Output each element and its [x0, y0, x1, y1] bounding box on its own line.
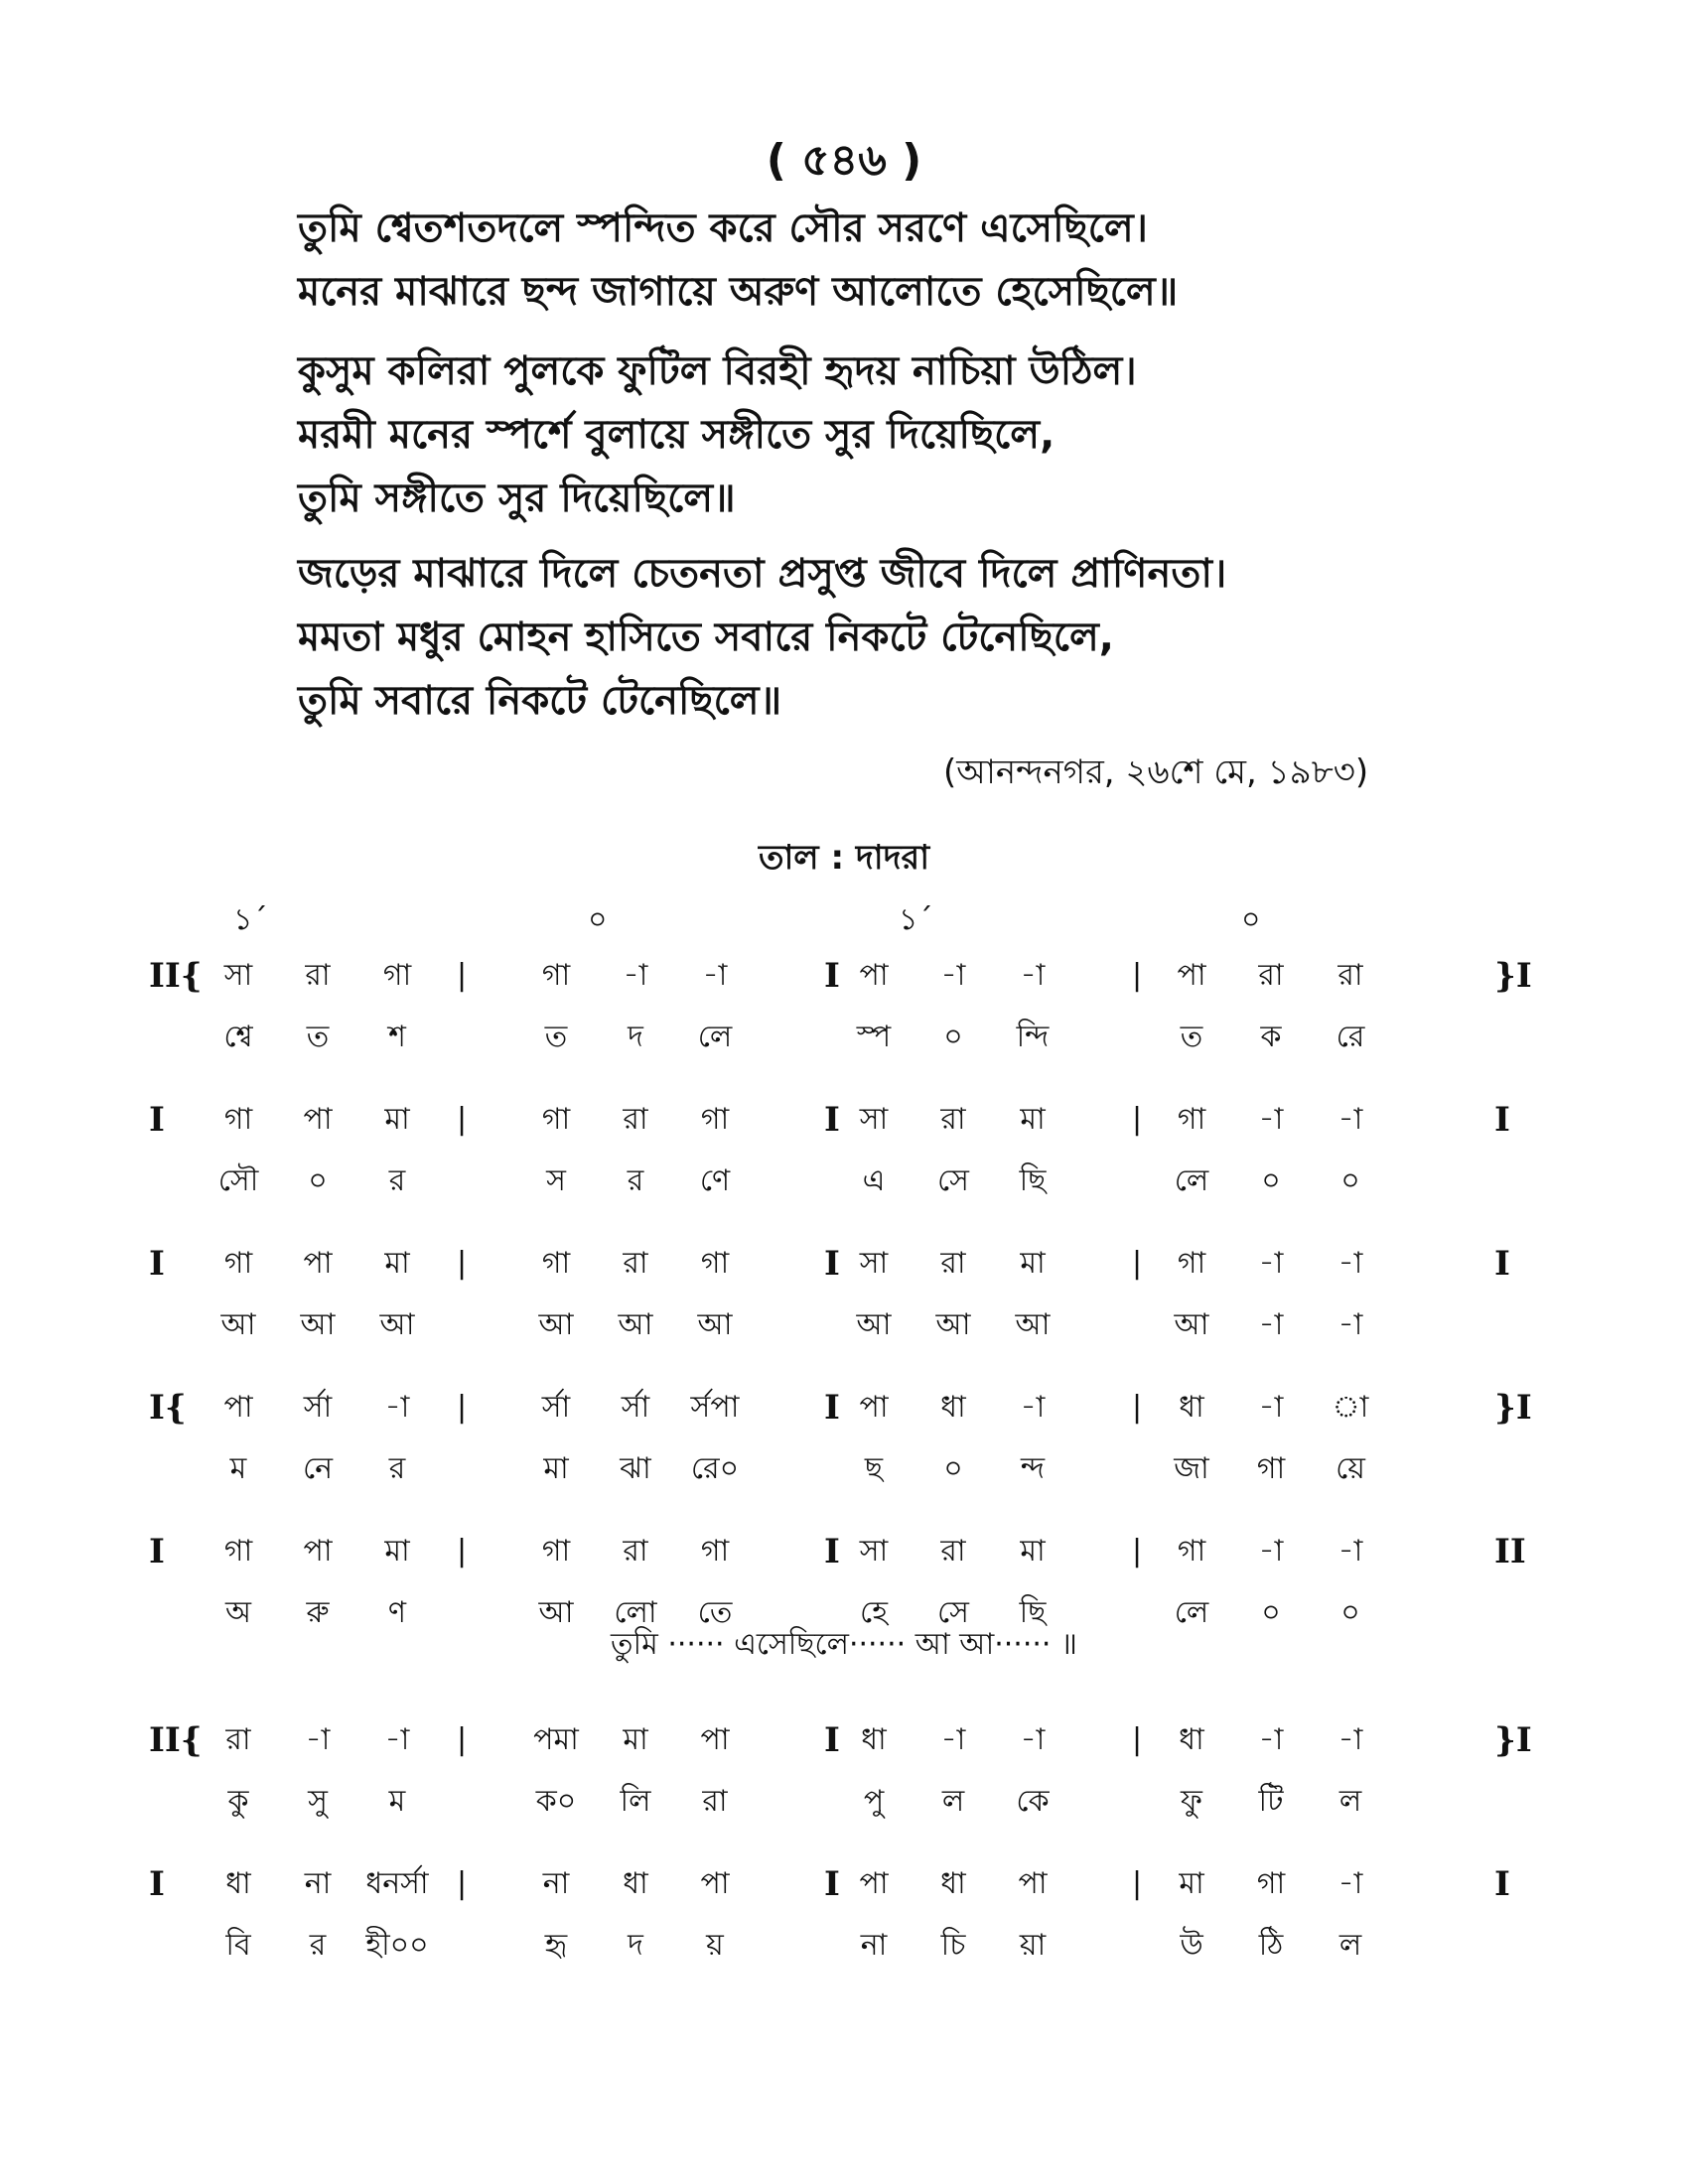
note-cell: -া	[940, 1722, 966, 1757]
note-cell: সা	[223, 958, 253, 993]
syllable-cell: ক	[1260, 1020, 1282, 1054]
note-line	[149, 1524, 1549, 1579]
syllable-cell: ন্দি	[1016, 1020, 1050, 1054]
note-cell: -া	[1337, 1534, 1363, 1569]
syllable-cell: অ	[225, 1595, 251, 1630]
stanza-3	[298, 542, 1410, 733]
lyric-line: মরমী মনের স্পর্শে বুলায়ে সঙ্গীতে সুর দিয়েছিলে,	[298, 412, 1055, 458]
barline-open: I	[149, 1532, 165, 1571]
syllable-cell: য়া	[1019, 1928, 1047, 1963]
barline-open: I	[149, 1864, 165, 1904]
note-cell: পা	[700, 1866, 730, 1901]
syllable-cell: আ	[538, 1307, 574, 1342]
syllable-line	[149, 1154, 1549, 1209]
syllable-cell: ফু	[1181, 1784, 1202, 1819]
lyric-line: মনের মাঝারে ছন্দ জাগায়ে অরুণ আলোতে হেসেছিলে॥	[298, 269, 1179, 315]
syllable-cell: -া	[1258, 1307, 1284, 1342]
note-cell: -া	[1020, 958, 1046, 993]
syllable-cell: মা	[543, 1451, 569, 1486]
note-cell: না	[542, 1866, 570, 1901]
syllable-line	[149, 1010, 1549, 1065]
note-cell: গা	[541, 1534, 571, 1569]
barline-open: II{	[149, 956, 203, 996]
syllable-cell: সু	[308, 1784, 328, 1819]
beat-separator: |	[1132, 1246, 1143, 1281]
note-line	[149, 1712, 1549, 1768]
beat-separator: |	[457, 1246, 468, 1281]
note-cell: পা	[700, 1722, 730, 1757]
note-cell: -া	[1337, 1246, 1363, 1281]
note-cell: রা	[305, 958, 331, 993]
barline-close: I	[1494, 1864, 1510, 1904]
syllable-cell: ল	[941, 1784, 965, 1819]
syllable-cell: আ	[379, 1307, 415, 1342]
note-cell: পা	[223, 1390, 253, 1425]
note-cell: রা	[940, 1534, 966, 1569]
syllable-cell: লে	[1174, 1163, 1209, 1198]
syllable-cell: য়	[706, 1928, 724, 1963]
note-cell: রা	[623, 1102, 648, 1137]
notation-row	[149, 1380, 1549, 1523]
syllable-cell: জা	[1174, 1451, 1209, 1486]
syllable-cell: আ	[935, 1307, 971, 1342]
note-cell: পা	[859, 958, 889, 993]
note-cell: া	[1332, 1390, 1369, 1425]
note-cell: গা	[700, 1534, 730, 1569]
taal-heading: তাল : দাদরা	[758, 838, 930, 878]
syllable-cell: য়ে	[1336, 1451, 1365, 1486]
note-cell: -া	[623, 958, 648, 993]
barline-open: I{	[149, 1388, 187, 1428]
syllable-cell: র	[309, 1928, 327, 1963]
note-cell: রা	[1337, 958, 1363, 993]
lyric-line: তুমি সঙ্গীতে সুর দিয়েছিলে॥	[298, 476, 736, 521]
note-cell: মা	[384, 1246, 410, 1281]
syllable-cell: আ	[618, 1307, 653, 1342]
syllable-cell: রে	[1336, 1020, 1365, 1054]
note-cell: রা	[1258, 958, 1284, 993]
syllable-cell: দ	[628, 1020, 643, 1054]
note-cell: মা	[1179, 1866, 1204, 1901]
interlude-line: তুমি ······ এসেছিলে······ আ আ······ ॥	[611, 1627, 1077, 1662]
syllable-cell: ত	[306, 1020, 330, 1054]
syllable-cell: লো	[614, 1595, 657, 1630]
syllable-cell: ক০	[535, 1784, 577, 1819]
syllable-cell: গা	[1256, 1451, 1286, 1486]
note-cell: -া	[1337, 1102, 1363, 1137]
note-cell: গা	[223, 1534, 253, 1569]
note-cell: -া	[1337, 1722, 1363, 1757]
note-cell: পা	[303, 1534, 333, 1569]
syllable-cell: টি	[1258, 1784, 1284, 1819]
beat-mark-khali: ০	[588, 902, 608, 937]
note-line	[149, 948, 1549, 1004]
note-cell: -া	[1337, 1866, 1363, 1901]
note-cell: পা	[859, 1866, 889, 1901]
beat-mark-khali: ০	[1241, 902, 1261, 937]
note-cell: গা	[382, 958, 412, 993]
note-line	[149, 1236, 1549, 1292]
syllable-cell: ঠি	[1258, 1928, 1284, 1963]
syllable-cell: ণ	[387, 1595, 407, 1630]
note-cell: রা	[225, 1722, 251, 1757]
note-cell: গা	[541, 958, 571, 993]
barline-open: II{	[149, 1720, 203, 1760]
syllable-cell: রু	[306, 1595, 330, 1630]
syllable-cell: ছি	[1019, 1163, 1047, 1198]
note-cell: -া	[1258, 1390, 1284, 1425]
note-cell: পা	[1177, 958, 1206, 993]
note-cell: -া	[1258, 1246, 1284, 1281]
syllable-cell: আ	[1015, 1307, 1051, 1342]
note-cell: সা	[859, 1246, 889, 1281]
page-number: ( ৫৪৬ )	[766, 135, 922, 186]
note-cell: ধনর্সা	[365, 1866, 429, 1901]
note-cell: র্সা	[621, 1390, 650, 1425]
stanza-2	[298, 340, 1410, 530]
syllable-cell: চি	[940, 1928, 966, 1963]
barline-close: II	[1494, 1532, 1526, 1571]
note-cell: ধা	[861, 1722, 887, 1757]
note-cell: রা	[623, 1534, 648, 1569]
note-cell: -া	[1258, 1534, 1284, 1569]
syllable-cell: শ	[388, 1020, 406, 1054]
beat-separator: |	[1132, 958, 1143, 993]
syllable-line	[149, 1918, 1549, 1974]
note-cell: ধা	[623, 1866, 648, 1901]
beat-separator: |	[1132, 1866, 1143, 1901]
syllable-cell: ছ	[864, 1451, 884, 1486]
beat-separator: |	[457, 1534, 468, 1569]
syllable-cell: দ	[628, 1928, 643, 1963]
syllable-cell: নে	[302, 1451, 334, 1486]
note-cell: গা	[700, 1102, 730, 1137]
barline-mid: I	[824, 1532, 840, 1571]
note-cell: গা	[541, 1102, 571, 1137]
syllable-cell: র	[388, 1163, 406, 1198]
beat-mark-sam: ১´	[233, 902, 268, 937]
syllable-cell: রা	[702, 1784, 728, 1819]
barline-close: }I	[1494, 956, 1532, 996]
beat-separator: |	[457, 1102, 468, 1137]
syllable-cell: সে	[937, 1595, 969, 1630]
syllable-cell: ল	[1338, 1928, 1362, 1963]
syllable-cell: আ	[697, 1307, 733, 1342]
note-line	[149, 1380, 1549, 1435]
note-line	[149, 1856, 1549, 1912]
syllable-cell: ০	[1340, 1595, 1360, 1630]
note-cell: ধা	[1179, 1722, 1204, 1757]
beat-separator: |	[1132, 1722, 1143, 1757]
syllable-cell: ০	[1261, 1163, 1281, 1198]
syllable-cell: ন্দ	[1020, 1451, 1046, 1486]
barline-mid: I	[824, 1864, 840, 1904]
note-cell: সা	[859, 1102, 889, 1137]
note-cell: র্সা	[303, 1390, 333, 1425]
syllable-cell: বি	[225, 1928, 251, 1963]
syllable-cell: ০	[1340, 1163, 1360, 1198]
lyric-line: তুমি সবারে নিকটে টেনেছিলে॥	[298, 678, 782, 724]
notation-row	[149, 1712, 1549, 1855]
note-cell: গা	[223, 1102, 253, 1137]
note-cell: রা	[940, 1102, 966, 1137]
lyric-line: মমতা মধুর মোহন হাসিতে সবারে নিকটে টেনেছিলে,	[298, 614, 1114, 660]
notation-row	[149, 1236, 1549, 1379]
lyric-line: কুসুম কলিরা পুলকে ফুটিল বিরহী হৃদয় নাচিয়া উঠিল।	[298, 348, 1137, 394]
note-cell: -া	[1258, 1102, 1284, 1137]
note-cell: ধা	[940, 1866, 966, 1901]
note-cell: -া	[305, 1722, 331, 1757]
syllable-cell: র	[388, 1451, 406, 1486]
notation-row	[149, 1856, 1549, 1999]
note-cell: রা	[940, 1246, 966, 1281]
syllable-cell: ০	[943, 1020, 963, 1054]
syllable-cell: ঝা	[620, 1451, 651, 1486]
syllable-line	[149, 1774, 1549, 1830]
syllable-line	[149, 1441, 1549, 1497]
barline-mid: I	[824, 1720, 840, 1760]
beat-separator: |	[1132, 1390, 1143, 1425]
syllable-cell: লে	[1174, 1595, 1209, 1630]
syllable-cell: ০	[943, 1451, 963, 1486]
barline-close: }I	[1494, 1388, 1532, 1428]
syllable-cell: -া	[1337, 1307, 1363, 1342]
syllable-cell: তে	[697, 1595, 733, 1630]
note-cell: সা	[859, 1534, 889, 1569]
syllable-cell: লি	[620, 1784, 651, 1819]
syllable-cell: না	[860, 1928, 888, 1963]
note-cell: র্সপা	[690, 1390, 740, 1425]
beat-separator: |	[457, 1722, 468, 1757]
syllable-cell: ত	[1180, 1020, 1203, 1054]
syllable-cell: সৌ	[217, 1163, 259, 1198]
barline-mid: I	[824, 1100, 840, 1140]
note-cell: মা	[384, 1102, 410, 1137]
syllable-cell: আ	[300, 1307, 336, 1342]
note-cell: পা	[303, 1246, 333, 1281]
lyric-line: তুমি শ্বেতশতদলে স্পন্দিত করে সৌর সরণে এসেছিলে।	[298, 205, 1148, 251]
stanza-1	[298, 197, 1410, 324]
composition-credit: (আনন্দনগর, ২৬শে মে, ১৯৮৩)	[943, 752, 1369, 792]
note-cell: -া	[384, 1390, 410, 1425]
notation-row	[149, 1092, 1549, 1235]
syllable-cell: ম	[388, 1784, 406, 1819]
barline-open: I	[149, 1100, 165, 1140]
note-cell: গা	[1256, 1866, 1286, 1901]
note-cell: রা	[623, 1246, 648, 1281]
note-line	[149, 1092, 1549, 1148]
note-cell: গা	[541, 1246, 571, 1281]
note-cell: -া	[702, 958, 728, 993]
beat-separator: |	[1132, 1534, 1143, 1569]
beat-separator: |	[457, 1390, 468, 1425]
syllable-cell: কে	[1016, 1784, 1050, 1819]
barline-close: }I	[1494, 1720, 1532, 1760]
syllable-cell: আ	[856, 1307, 892, 1342]
lyric-line: জড়ের মাঝারে দিলে চেতনতা প্রসুপ্ত জীবে দিলে প্রাণিনতা।	[298, 551, 1227, 597]
note-cell: -া	[384, 1722, 410, 1757]
syllable-cell: র	[627, 1163, 644, 1198]
beat-separator: |	[457, 1866, 468, 1901]
syllable-cell: আ	[538, 1595, 574, 1630]
note-cell: মা	[1020, 1102, 1046, 1137]
note-cell: ধা	[940, 1390, 966, 1425]
note-cell: -া	[1020, 1390, 1046, 1425]
beat-marks	[0, 895, 1688, 935]
syllable-cell: হে	[860, 1595, 888, 1630]
syllable-line	[149, 1297, 1549, 1353]
beat-mark-sam: ১´	[899, 902, 933, 937]
note-cell: না	[304, 1866, 332, 1901]
syllable-cell: হৃ	[544, 1928, 568, 1963]
note-cell: -া	[940, 958, 966, 993]
syllable-cell: ণে	[699, 1163, 731, 1198]
note-cell: র্সা	[541, 1390, 571, 1425]
syllable-cell: উ	[1180, 1928, 1203, 1963]
syllable-cell: এ	[862, 1163, 886, 1198]
note-cell: পা	[1018, 1866, 1048, 1901]
beat-separator: |	[1132, 1102, 1143, 1137]
note-cell: -া	[1020, 1722, 1046, 1757]
note-cell: পা	[859, 1390, 889, 1425]
barline-close: I	[1494, 1100, 1510, 1140]
note-cell: গা	[1177, 1246, 1206, 1281]
beat-separator: |	[457, 958, 468, 993]
syllable-cell: হী০০	[365, 1928, 429, 1963]
barline-open: I	[149, 1244, 165, 1284]
note-cell: গা	[700, 1246, 730, 1281]
syllable-cell: ০	[1261, 1595, 1281, 1630]
note-cell: মা	[1020, 1534, 1046, 1569]
syllable-cell: স	[546, 1163, 566, 1198]
syllable-cell: সে	[937, 1163, 969, 1198]
note-cell: ধা	[1179, 1390, 1204, 1425]
syllable-cell: ল	[1338, 1784, 1362, 1819]
syllable-cell: ছি	[1019, 1595, 1047, 1630]
barline-close: I	[1494, 1244, 1510, 1284]
syllable-cell: ০	[308, 1163, 328, 1198]
syllable-cell: স্প	[856, 1020, 892, 1054]
note-cell: গা	[1177, 1102, 1206, 1137]
syllable-cell: আ	[1174, 1307, 1209, 1342]
note-cell: পা	[303, 1102, 333, 1137]
note-cell: গা	[1177, 1534, 1206, 1569]
note-cell: মা	[1020, 1246, 1046, 1281]
barline-mid: I	[824, 1244, 840, 1284]
syllable-cell: পু	[863, 1784, 885, 1819]
syllable-cell: আ	[220, 1307, 256, 1342]
note-cell: মা	[384, 1534, 410, 1569]
syllable-cell: রে০	[690, 1451, 740, 1486]
note-cell: ধা	[225, 1866, 251, 1901]
syllable-cell: কু	[227, 1784, 249, 1819]
barline-mid: I	[824, 956, 840, 996]
note-cell: -া	[1258, 1722, 1284, 1757]
syllable-cell: শ্বে	[223, 1020, 253, 1054]
syllable-cell: ত	[544, 1020, 568, 1054]
note-cell: গা	[223, 1246, 253, 1281]
note-cell: পমা	[533, 1722, 579, 1757]
barline-mid: I	[824, 1388, 840, 1428]
note-cell: মা	[623, 1722, 648, 1757]
syllable-cell: লে	[697, 1020, 733, 1054]
syllable-cell: ম	[229, 1451, 247, 1486]
notation-row	[149, 948, 1549, 1091]
